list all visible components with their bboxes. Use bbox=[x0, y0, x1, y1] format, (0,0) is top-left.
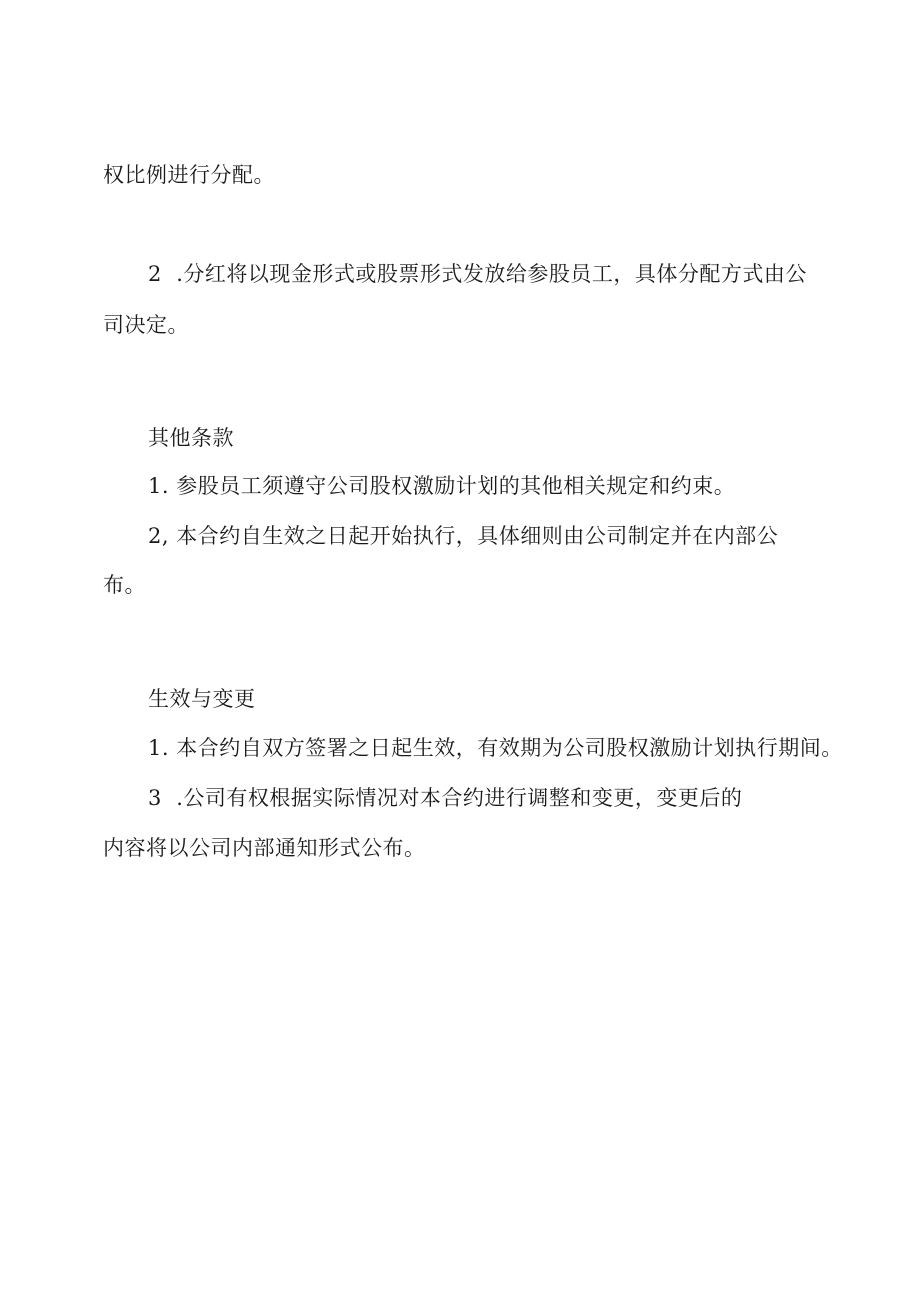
section-heading-other-terms: 其他条款 bbox=[148, 426, 234, 450]
section-heading-effect-and-change: 生效与变更 bbox=[148, 687, 256, 711]
effect-item-3-line1: 3 .公司有权根据实际情况对本合约进行调整和变更，变更后的 bbox=[148, 786, 743, 810]
paragraph-continuation: 权比例进行分配。 bbox=[103, 163, 275, 187]
dividend-item-2-line1: 2 .分红将以现金形式或股票形式发放给参股员工，具体分配方式由公 bbox=[148, 262, 807, 286]
other-terms-item-2-line2: 布。 bbox=[103, 573, 146, 597]
other-terms-item-1: 1. 参股员工须遵守公司股权激励计划的其他相关规定和约束。 bbox=[148, 474, 736, 498]
other-terms-item-2-line1: 2, 本合约自生效之日起开始执行，具体细则由公司制定并在内部公 bbox=[148, 524, 779, 548]
effect-item-3-line2: 内容将以公司内部通知形式公布。 bbox=[103, 836, 426, 860]
dividend-item-2-line2: 司决定。 bbox=[103, 313, 189, 337]
effect-item-1: 1. 本合约自双方签署之日起生效，有效期为公司股权激励计划执行期间。 bbox=[148, 736, 843, 760]
